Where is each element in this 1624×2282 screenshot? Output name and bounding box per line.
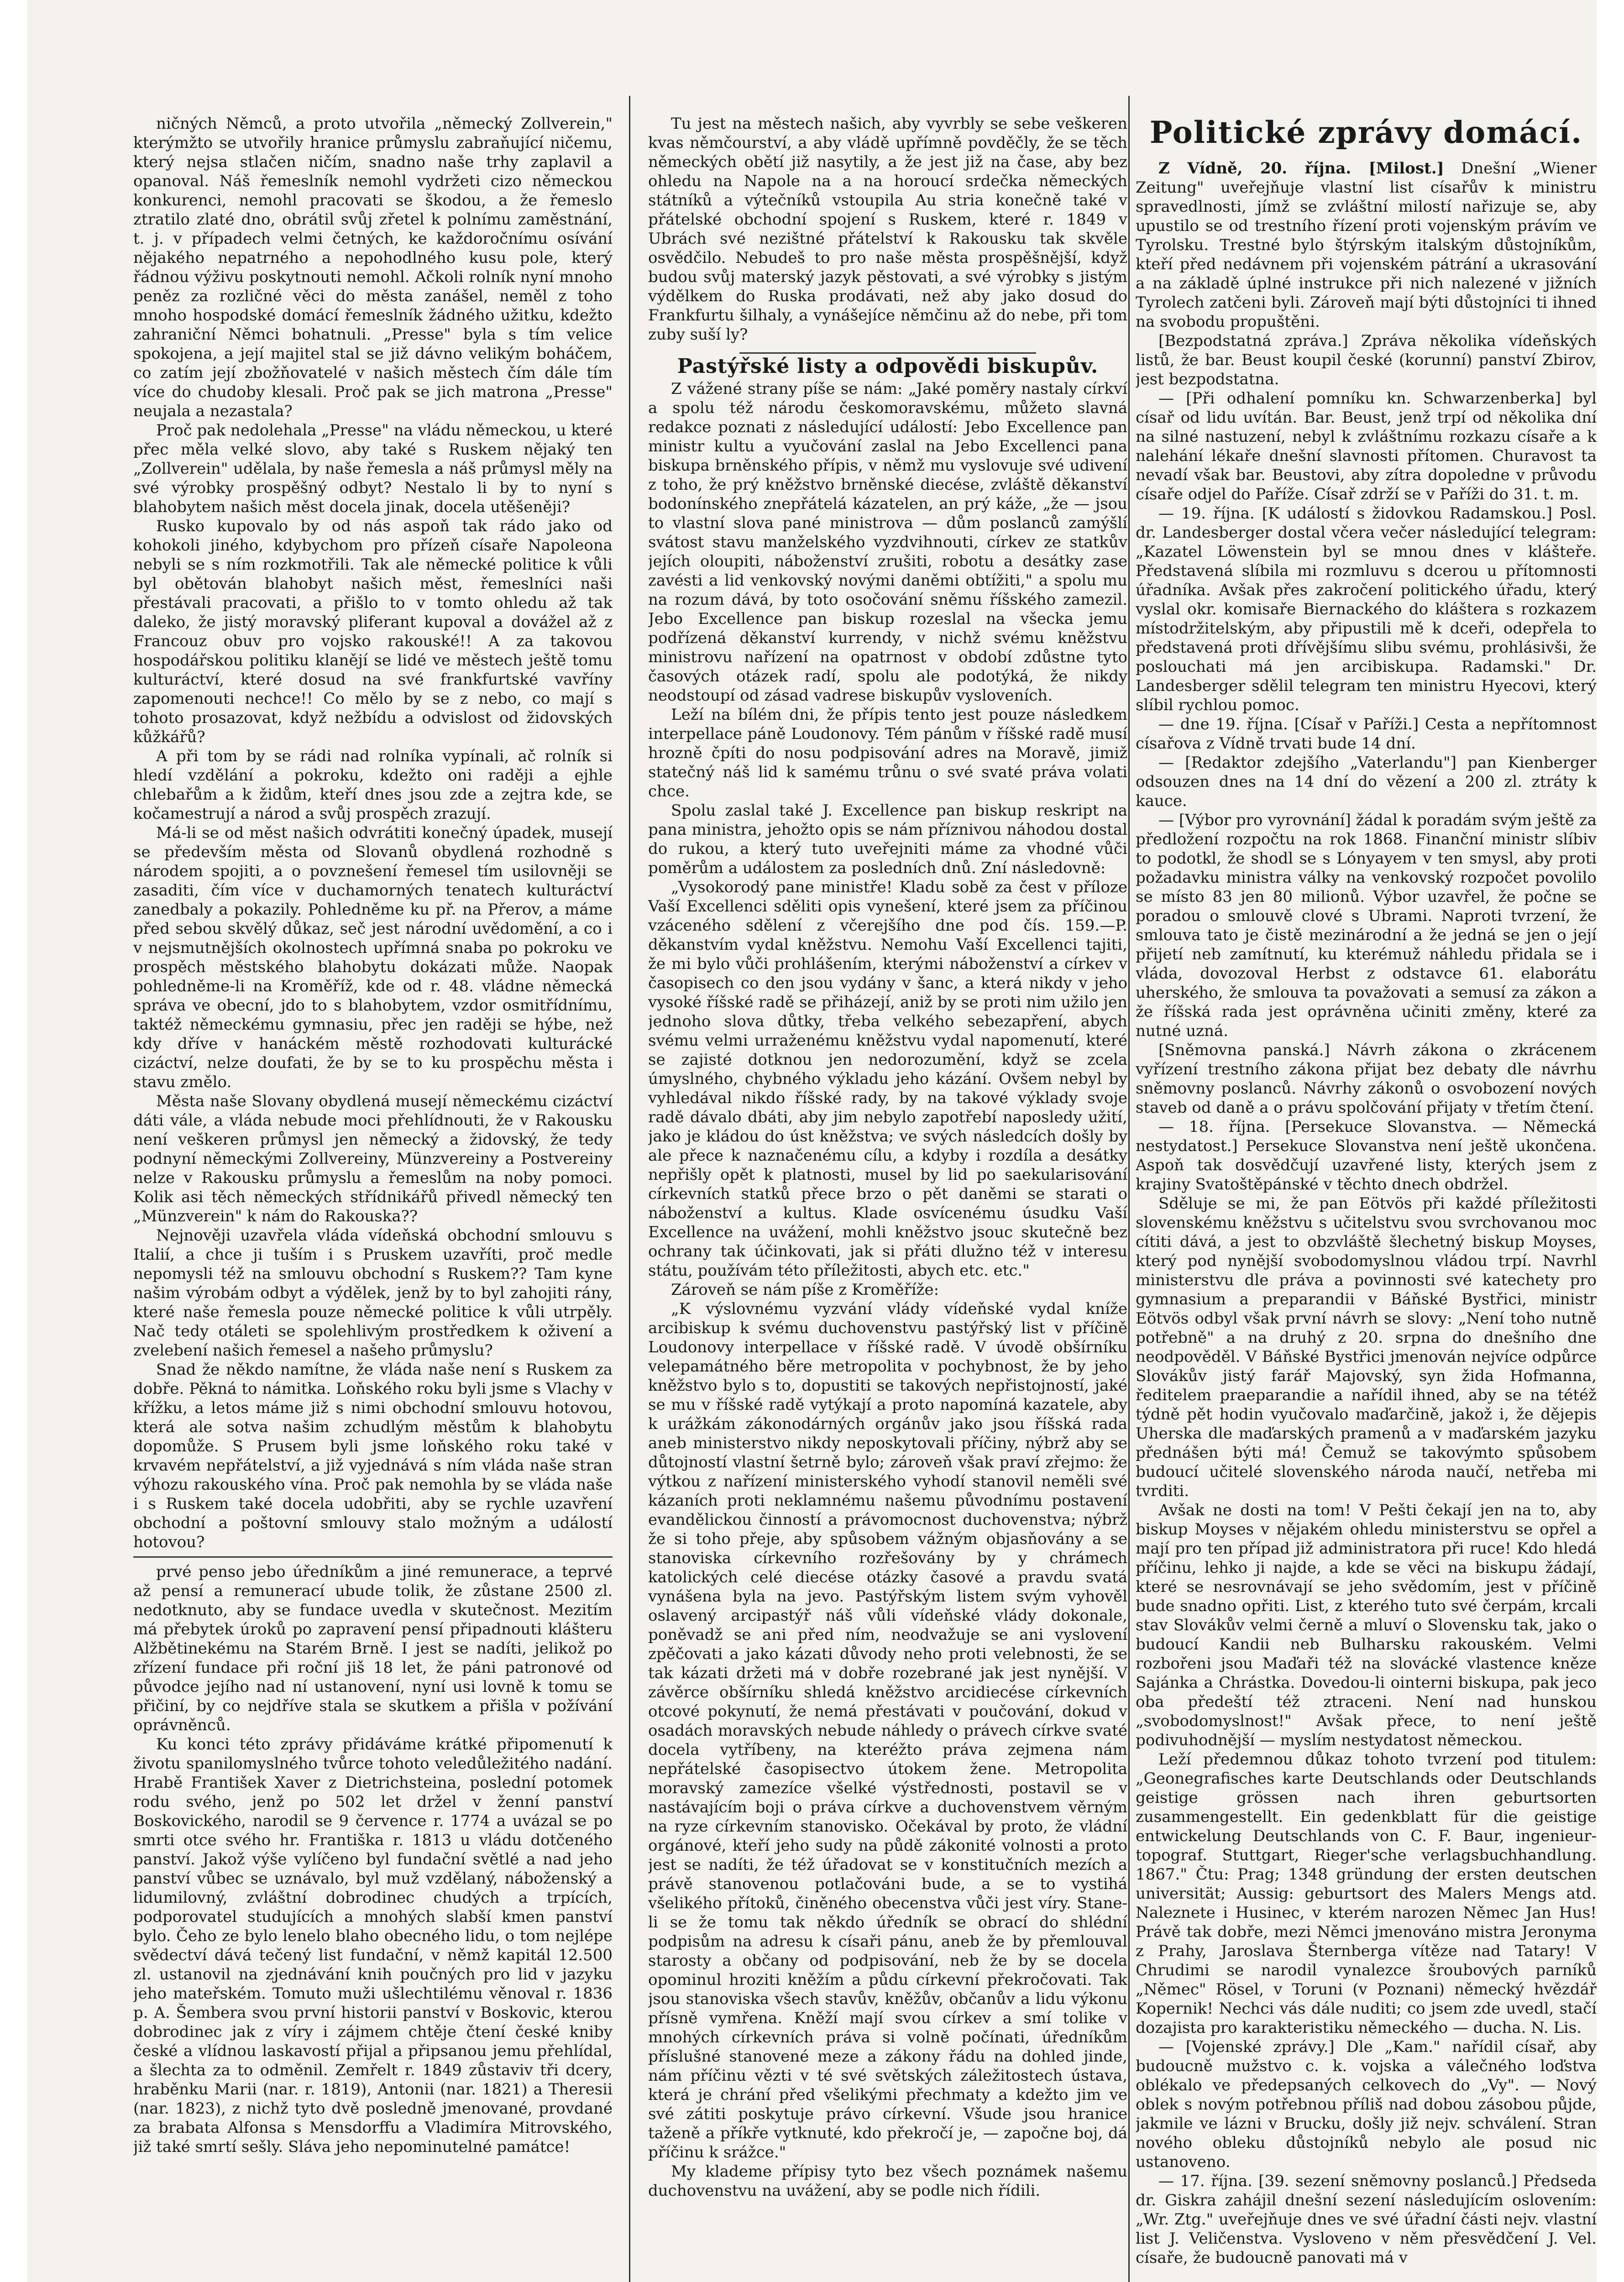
paragraph: [Sněmovna panská.] Návrh zákona o zkrácenem vyřízení trestního zákona přijat bez debaty dle návrhu sněmovny poslanců. Návrhy zákonů o osvobození nových staveb od daně a o právu spolčování přijaty v třetím čtení. (1136, 1041, 1597, 1117)
column-divider (1128, 96, 1130, 2282)
paragraph: My klademe přípisy tyto bez všech poznámek našemu duchovenstvu na uvážení, aby se podle nich řídili. (648, 2162, 1127, 2200)
paragraph: Sděluje se mi, že pan Eötvös při každé příležitosti slovenskému kněžstvu s učitelstvu svou svrchovanou moc cítiti dává, a jest to obzvláště šlechetný biskup Moyses, který pod nynější svobodomyslnou vládou trpí. Navrhl ministerstvu dle práva a povinnosti své katechety pro gymnasium a preparandii v Báňské Bystřici, ministr Eötvös odbyl však první návrh se slovy: „Není toho nutně potřebně" a na druhý z 20. srpna do dnešního dne neodpověděl. V Báňské Bystřici jmenován nejvíce odpůrce Slovákův jistý farář Majovský, syn žida Hofmanna, ředitelem praeparandie a nařídil ihned, aby se na tétéž týdně pět hodin vyučovalo maďarčině, jakož i, že dějepis Uherska dle maďarských pramenů a v maďarském jazyku přednášen býti má! Čemuž se takovýmto spůsobem budoucí učitelé slovenského národa naučí, netřeba mi tvrditi. (1136, 1194, 1597, 1500)
paragraph: Avšak ne dosti na tom! V Pešti čekají jen na to, aby biskup Moyses v nějakém ohledu ministerstvu se opřel a mají pro ten případ již administratora při ruce! Kdo hledá příčinu, lehko ji najde, a kde se věci na biskupu žádají, které se nesrovnávají se jeho svědomím, jest v příčině bude snadno opřiti. List, z kterého tuto své čerpám, krcali stav Slovákův velmi černě a mluví o Slovensku tak, jako o budoucí Kandii neb Bulharsku rakouském. Velmi rozbořeni jsou Maďaři též na slovácké vlastence kněze Sajánka a Chrástka. Dovedou-li ointerni biskupa, pak jeco oba předeští též ztraceni. Není nad hunskou „svobodomyslnost!" Avšak přece, to není ještě podivuhodnější — myslím nestydatost německou. (1136, 1501, 1597, 1749)
paragraph: Proč pak nedolehala „Presse" na vládu německou, u které přec měla velké slovo, aby také s Ruskem nějaký ten „Zollverein" udělala, by naše řemesla a náš průmysl měly na své výrobky prospěšný odbyt? Nestalo li by to nyní s blahobytem našich měst docela jinak, docela utěšeněji? (133, 421, 613, 516)
column-divider (629, 96, 630, 2282)
paragraph: Má-li se od měst našich odvrátiti konečný úpadek, musejí se především města od Slovanů obydlená rozhodně s národem spojiti, a o povznešení řemesel tím usilovněji se zasaditi, čím více v duchamorných tenatech kulturáctví zanedbaly a pokazily. Pohledněme ku př. na Přerov, a máme před sebou skvělý důkaz, seč jest národní uvědomění, a co i v nejsmutnějších okolnostech upřímná snaba po pokroku ve prospěch městského blahobytu dokázati může. Naopak pohledněme-li na Kroměříž, kde od r. 48. vládne německá správa ve obecní, jdo to s blahobytem, vzdor osmitřídnímu, taktéž německému gymnasiu, přec jen raději se hýbe, než kdy dříve v hanáckém městě rozhodovati kulturácké cizáctví, nelze doufati, že by se to ku prospěchu města i stavu změlo. (133, 824, 613, 1091)
paragraph: ničných Němců, a proto utvořila „německý Zollverein," kterýmžto se utvořily hranice průmyslu zabraňující ničemu, který nejsa stlačen ničím, snadno naše trhy zaplavil a opanoval. Náš řemeslník nemohl vydržeti cizo německou konkurenci, nemohl pracovati se škodou, a že řemeslo ztratilo zlaté dno, obrátil svůj zřetel k polnímu zaměstnání, t. j. v případech velmi četných, ke každoročnímu osívání nějakého nepatrného a nepohodlného kusu pole, který řádnou výživu poskytnouti nemohl. Ačkoli rolník nyní mnoho peněz za rozličné věci do města zanášel, neměl z toho mnoho hospodské domácí řemeslník žádného užitku, kdežto zahraniční Němci bohatnuli. „Presse" byla s tím velice spokojena, a její majitel stal se již dávno velikým boháčem, co zatím její zbožňovatelé v našich městech čím dále tím více do chudoby klesali. Proč pak se jich matrona „Presse" neujala a nezastala? (133, 115, 613, 420)
paragraph: [Bezpodstatná zpráva.] Zpráva několika vídeňských listů, že bar. Beust koupil české (korunní) panství Zbirov, jest bezpodstatna. (1136, 332, 1597, 388)
paragraph: A při tom by se rádi nad rolníka vypínali, ač rolník si hledí vzdělání a pokroku, kdežto oni raději a ejhle chlebařům a k židům, kteří dnes jsou zde a zejtra kde, se kočamestrují a národ a svůj prospěch zrazují. (133, 747, 613, 823)
section-separator (133, 1556, 613, 1558)
scan-margin-right (1597, 0, 1624, 2282)
paragraph: Leží na bílém dni, že přípis tento jest pouze následkem interpellace páně Loudonovy. Tém pánům v říšské radě musí hrozně čpíti do nosu podpisování adres na Moravě, jimiž statečný náš lid k samému trůnu o své svaté práva volati chce. (648, 706, 1127, 801)
scan-margin-left (0, 0, 27, 2282)
column-3 (1136, 114, 1597, 2282)
paragraph: Spolu zaslal také J. Excellence pan biskup reskript na pana ministra, jehožto opis se nám příznivou náhodou dostal do rukou, a který tuto uveřejniti máme za vhodné vůči poměrům a událostem za posledních dnů. Zní následovně: (648, 801, 1127, 877)
paragraph-body: Dnešní „Wiener Zeitung" uveřejňuje vlastní list císařův k ministru spravedlnosti, jímž se zvláštní milostí nařizuje se, aby upustilo se od trestního řízení proti vojenským právím ve Tyrolsku. Trestné bylo štýrským italským důstojníkům, kteří před nedávnem při vojenském pátrání a ukrasování a na základě úplné instrukce při nich nalezené v jižních Tyrolech zatčeni byli. Zároveň mají býti důstojníci ti ihned na svobodu propuštěni. (1136, 159, 1597, 331)
paragraph: — [Redaktor zdejšího „Vaterlandu"] pan Kienberger odsouzen dnes na 14 dní do vězení a 200 zl. ztráty k kauce. (1136, 754, 1597, 810)
paragraph: — [Vojenské zprávy.] Dle „Kam." nařídil císař, aby budoucně mužstvo c. k. vojska a válečného loďstva oblékalo ve předepsaných celkovech do „Vy". — Nový oblek s novým potřebnou příliš nad dobou zásobou půjde, jakmile ve lázni v Brucku, došly již nejv. schválení. Stran nového obleku důstojníků nebylo ale posud nic ustanoveno. (1136, 2038, 1597, 2171)
paragraph: Rusko kupovalo by od nás aspoň tak rádo jako od kohokoli jiného, kdybychom pro přízeň císaře Napoleona nebyli se s ním rozkmotřili. Tak ale německé politice k vůli byl obětován blahobyt našich měst, řemeslníci naši přestávali pracovati, a přišlo to v tomto ohledu až tak daleko, že jistý moravský pliferant kupoval a dovážel až z Francouz obuv pro vojsko rakouské!! A za takovou hospodářskou politiku klanějí se lidé ve městech ještě tomu kulturáctví, které dosud na své frankfurtské vavříny zapomenouti nechce!! Co mělo by se z nebo, co mají s tohoto prosazovat, když nežbídu a odvislost od židovských kůžkářů? (133, 517, 613, 746)
column-2 (648, 114, 1127, 2282)
section-heading: Pastýřské listy a odpovědi biskupův. (677, 355, 1099, 378)
paragraph: Snad že někdo namítne, že vláda naše není s Ruskem za dobře. Pěkná to námitka. Loňského roku byli jsme s Vlachy v křížku, a letos máme již s nimi obchodní smlouvu hotovou, která ale sotva našim zchudlým městům k blahobytu dopomůže. S Prusem byli jsme loňského roku také v krvavém nepřátelství, a již vyjednává s ním vláda naše stran výhozu rakouského vína. Proč pak nemohla by se vláda naše i s Ruskem také docela udobřiti, aby se rychle uzavření obchodní a poštovní smlouvy stalo možným a událostí hotovou? (133, 1361, 613, 1551)
paragraph: — 19. října. [K událostí s židovkou Radamskou.] Posl. dr. Landesberger dostal včera večer následující telegram: „Kazatel Löwenstein byl se mnou dnes v klášteře. Představená slíbila mi rozmluvu s dcerou u přítomnosti úřadníka. Avšak přes zakročení politického úřadu, který vyslal okr. komisaře Biernackého do kláštera s rozkazem místodržitelským, aby připustili mě k dceři, odepřela to představená proti dřívějšímu slibu svému, prohlásivši, že poslouchati má jen arcibiskupa. Radamski." Dr. Landesberger sdělil telegram ten ministru Hyecovi, který slíbil rychlou pomoc. (1136, 504, 1597, 714)
paragraph: „Vysokorodý pane ministře! Kladu sobě za čest v příloze Vaší Excellenci sděliti opis vynešení, které jsem za příčinou vzáceného sdělení z včerejšího dne pod čís. 159.—P. děkanstvím vydal kněžstvu. Nemohu Vaší Excellenci tajiti, že mi bylo vůči prohlášením, kterými náboženství a církev v časopisech co den jsou vydány v šanc, a která nikdy v jeho vysoké říšské radě se přiházejí, aniž by se proti nim užilo jen jednoho slova důtky, třeba velkého sebezapření, abych svému velmi urraženému kněžstvu vydal napomenutí, které se zajisté dotknou jen nedorozumění, když se zcela úmyslného, chybného výkladu jeho kázání. Ovšem nebyl by vyhledával nikdo říšské rady, by na takové výklady svoje radě dávalo dbáti, aby jim nebylo zapotřebí naposledy užití, jako je kládou do úst kněžstva; ve svých následcích došly by ale přece k naznačenému cílu, a kdyby i rozdíla a desátky nepřišly opět k platnosti, musel by lid po saekularisování církevních statků přece brzo o pět daněmi se starati o náboženství a kultus. Klade osvícenému úsudku Vaší Excellence na uvážení, mohli kněžstvo jsouc skutečně bez ochrany tak účinkovati, jak si přáti dlužno též v interesu státu, používám této příležitosti, abych etc. etc." (648, 878, 1127, 1280)
paragraph (1136, 159, 1597, 331)
paragraph: Leží předemnou důkaz tohoto tvrzení pod titulem: „Geonegrafisches karte Deutschlands oder Deutschlands geistige grössen nach ihren geburtsorten zusammengestellt. Ein gedenkblatt für die geistige entwickelung Deutschlands von C. F. Baur, ingenieur-topograf. Stuttgart, Rieger'sche verlagsbuchhandlung. 1867." Čtu: Prag; 1348 gründung der ersten deutschen universität; Aussig: geburtsort des Malers Mengs atd. Naleznete i Husinec, v kterém narozen Němec Jan Hus! Právě tak dobře, mezi Němci jmenováno mistra Jeronyma z Prahy, Jaroslava Šternberga vítěze nad Tatary! V Chrudimi se narodil vynalezce šroubových parníků „Němec" Rösel, v Toruni (v Poznani) německý hvězdář Kopernik! Nechci vás dále nuditi; co jsem zde uvedl, stačí dozajista pro karakteristiku německého — ducha. N. Lis. (1136, 1750, 1597, 2037)
paragraph: — [Výbor pro vyrovnání] žádal k poradám svým ještě za předložení rozpočtu na rok 1868. Finanční ministr slíbiv to podotkl, že shodl se s Lónyayem v ten smysl, aby proti požadavku ministra války na venkovský rozpočet povolilo se místo 83 jen 80 milionů. Výbor uzavřel, že počne se poradou o smlouvě clové s Ubrami. Naproti tvrzení, že smlouva tato je čistě mezinárodní a že jedná se jen o její přijetí neb zamítnutí, ku kterémuž náhledu přidala se i vláda, dovozoval Herbst z odstavce 61. elaborátu uherského, že smlouva ta považovati a semusí za zákon a že říšská rada jest oprávněna učiniti změny, které za nutné uzná. (1136, 811, 1597, 1040)
paragraph: Města naše Slovany obydlená musejí německému cizáctví dáti vále, a vláda nebude moci přehlídnouti, že v Rakousku není veškeren průmysl jen německý a židovský, že tedy podnyní německými Zollvereiny, Münzvereiny a Postvereiny nelze v Rakousku průmyslu a řemeslům na noby pomoci. Kolik asi těch německých střídnikářů přivedl německý ten „Münzverein" k nám do Rakouska?? (133, 1092, 613, 1225)
paragraph: — 17. října. [39. sezení sněmovny poslanců.] Předseda dr. Giskra zahájil dnešní sezení následujícím oslovením: „Wr. Ztg." uveřejňuje dnes ve své úřadní části nejv. vlastní list J. Veličenstva. Vysloveno v něm přesvědčení J. Vel. císaře, že budoucně panovati má v (1136, 2172, 1597, 2267)
paragraph: — 18. října. [Persekuce Slovanstva. — Německá nestydatost.] Persekuce Slovanstva není ještě ukončena. Aspoň tak dosvědčují uzavřené listy, kterých jsem z krajiny Svatoštěpánské v těchto dnech obdržel. (1136, 1118, 1597, 1193)
paragraph: „K výslovnému vyzvání vlády vídeňské vydal kníže arcibiskup k svému duchovenstvu pastýřský list v příčině Loudonovy interpellace v říšské radě. V úvodě obšírníku velepamátného běre metropolita v pochybnost, že by jeho kněžstvo bylo s to, dopustiti se takových nepřistojností, jaké se mu v říšské radě vytýkají a proto napomíná kazatele, aby k urážkám zákonodárných orgánův jako jsou říšská rada aneb ministerstvo nikdy neposkytovali příčiny, nýbrž aby se důtojností vlastní šetrně bylo; zároveň však praví zřejmo: že výtkou z nařízení ministerského vyhodí stanovil neměli své kázaních proti neklamnému našemu původnímu postavení evandělickou činností a právomocnost duchovenstva; nýbrž že si toho přeje, aby spůsobem vážným objasňovány a se stanoviska církevního rozřešovány by y chrámech katolických celé diecése otázky časové a pravdu svatá vynášena byla na jevo. Pastýřským listem svým vyhověl oslavený arcipastýř náš vůli vídeňské vlády dokonale, poněvadž se ani před ním, neodvažuje se ani vyslovení zpěčovati a jako kázati důvody neho proti velebnosti, že se tak kázati držeti má v dobře rozebrané jak jest nynější. V závěrce obšírníku shledá kněžstvo arcidiecése církevních otcové pokynutí, že nemá přestávati v poučování, dokud v osadách moravských nebude náhledy o právech církve svaté docela vytříbeny, na kteréžto práva zejmena nám nepřátelské časopisectvo útokem žene. Metropolita moravský zamezíce všelké výstřednosti, postavil se v nastávajícím boji o práva církve a duchovenstvem věrným na ryze církevním stanovisko. Očekával by proto, že vládní orgánové, kteří jeho sudy na půdě zákonité volnosti a proto jest se nadíti, že též úřadovat se v konstitučních mezích a právě stanovenou potlačováni bude, a se to vystihá všelikého přítoků, činěného obecenstva vůči jest víry. Stane-li se že tomu tak někdo úředník se obrací do shlédní podpisům na adresu k císaři pánu, aneb že by přemlouval starosty a občany od podpisování, neb že by se docela opominul hroziti kněžím a půdu církevní překročovati. Tak jsou stanoviska všech stavův, kněžův, občanův a lidu výkonu přísně vymřena. Kněží mají svou církev a smí tolike v mnohých církevních práva si volně počínati, úředníkům příslušné stanovené meze a zákony řádu na dohled jinde, nám příčinu vězti v té své světských záležitostech ústava, která je chrání před všelikými přechmaty a kdežto jim ve své zátiti poskytuje právo církevní. Všude jsou hranice taženě a příkře vytknuté, kdo překročí je, — započne boj, dá příčinu k srážce." (648, 1300, 1127, 2162)
paragraph: Ku konci této zprávy přidáváme krátké připomenutí k životu spanilomyslného tvůrce tohoto veledůležitého nadání. Hrabě František Xaver z Dietrichsteina, poslední potomek rodu svého, jenž po 502 let držel v ženní panství Boskovického, narodil se 9 července r. 1774 a uvázal se po smrti otce svého hr. Františka r. 1813 u vládu dotčeného panství. Jakož výše vylíčeno byl fundační světlé a nad jeho panství vůbec se uznávalo, byl muž vzdělaný, náboženský a lidumilovný, zvláštní dobrodinec chudých a trpících, podporovatel studujících a mnohých slabší kmen panství bylo. Čeho ze bylo lenelo blaho obecného lidu, o tom nejlépe svědectví dává tečený list fundační, v němž kapitál 12.500 zl. ustanovil na zjednávání knih poučných pro lid v jazyku jeho mateřském. Tomuto muži ušlechtilému věnoval r. 1836 p. A. Šembera svou první historii panství v Boskovic, kterou dobrodinec jak z víry i zájmem chtěje čtení české kniby české a vlídnou laskavostí přijal a připsanou jemu přehlídal, a šlechta za to odměnil. Zemřelt r. 1849 zůstaviv tři dcery, hraběnku Marii (nar. r. 1819), Antonii (nar. 1821) a Theresii (nar. 1823), z nichž tyto dvě posledně jmenované, provdané za brabata Alfonsa s Mensdorffu a Vladimíra Mitrovského, již také smrtí sešly. Sláva jeho nepominutelné památce! (133, 1735, 613, 2156)
paragraph: Z vážené strany píše se nám: „Jaké poměry nastaly církví a spolu též národu českomoravskému, můžeto slavná redakce poznati z následující událostí: Jebo Excellence pan ministr kultu a vyučování zaslal na Jebo Excellenci pana biskupa brněnského přípis, v němž mu vyslovuje své udivení z toho, že prý kněžstvo brněnské diecése, zvláště děkanství bodonínského znepřátelá kázatelen, an prý káže, „že — jsou to vlastní slova pané ministrova — dům poslanců zamýšlí svátost stavu manželského vyzdvihnouti, církev ze statkův jejích oloupiti, náboženství zrušiti, robotu a desátky zase zavésti a lid venkovský novými daněmi obtížiti," a spolu mu na rozum dává, by toto osočování sněmu říšského zamezil. Jebo Excellence pan biskup rozeslal na všecka jemu podřízená děkanství kurrendy, v nichž svému kněžstvu ministrovu nařízení na opatrnost v období zdůstne tyto časových otázek radí, spolu ale podotýká, že nikdy neodstoupí od zásad vadrese biskupův vysloveních. (648, 380, 1127, 705)
paragraph: Zároveň se nám píše z Kroměříže: (671, 1281, 939, 1299)
paragraph: prvé penso jebo úředníkům a jiné remunerace, a teprvé až pensí a remunerací ubude tolik, že zůstane 2500 zl. nedotknuto, aby se fundace uvedla v skutečnost. Mezitím má přebytek úroků po zapravení pensí připadnouti klášteru Alžbětinekému na Starém Brně. I jest se nadíti, jelikož po zřízení fundace při roční jiš 18 let, že páni patronové od původce jejího nad ní ustanovení, nyní usi lovně k tomu se přičiní, by co nejdříve stala se skutkem a přišla v požívání oprávněnců. (133, 1563, 613, 1734)
paragraph: — dne 19. října. [Císař v Paříži.] Cesta a nepřítomnost císařova z Vídně trvati bude 14 dní. (1136, 715, 1597, 753)
column-1 (133, 114, 613, 2282)
paragraph: — [Při odhalení pomníku kn. Schwarzenberka] byl císař od lidu uvítán. Bar. Beust, jenž trpí od několika dní na silné nastuzení, nebyl k zvláštnímu rozkazu císaře a k nalehání lékaře dnešní slavnosti přítomen. Churavost ta nevadí však bar. Beustovi, aby zítra dopoledne v průvodu císaře odjel do Paříže. Císař zdrží se v Paříži do 31. t. m. (1136, 389, 1597, 503)
section-separator (739, 352, 1036, 354)
paragraph: Tu jest na městech našich, aby vyvrbly se sebe veškeren kvas němčourství, a aby vládě upřímně povděčly, že se těch německých obětí již nasytily, a že jest již na čase, aby bez ohledu na Napole na a na horoucí srdečka německých státníků a výtečníků vstoupila Au stria konečně také v přátelské obchodní spojení s Ruskem, které r. 1849 v Ubrách své nezištné přátelství k Rakousku tak skvěle osvědčilo. Nebudeš to pro naše města prospěšnější, když budou svůj materský jazyk pěstovati, a své výrobky s jistým výdělkem do Ruska prodávati, než aby jako dosud do Frankfurtu šilhaly, a vynášejíce němčinu až do nebe, při tom zuby suší ly? (648, 115, 1127, 344)
paragraph: Nejnověji uzavřela vláda vídeňská obchodní smlouvu s Italií, a chce ji tuším i s Pruskem uzavříti, proč medle nepomysli též na smlouvu obchodní s Ruskem?? Tam kyne našim výrobám odbyt a výdělek, jenž by to byl zahojiti rány, které naše řemesla pouze německé politice k vůli utrpěly. Nač tedy otáleti se spolehlivým prostředkem k oživení a zvelebení našich řemesel a našeho průmyslu? (133, 1226, 613, 1360)
dateline: Z Vídně, 20. října. [Milost.] (1158, 159, 1444, 178)
section-heading: Politické zprávy domácí. (1149, 115, 1583, 150)
